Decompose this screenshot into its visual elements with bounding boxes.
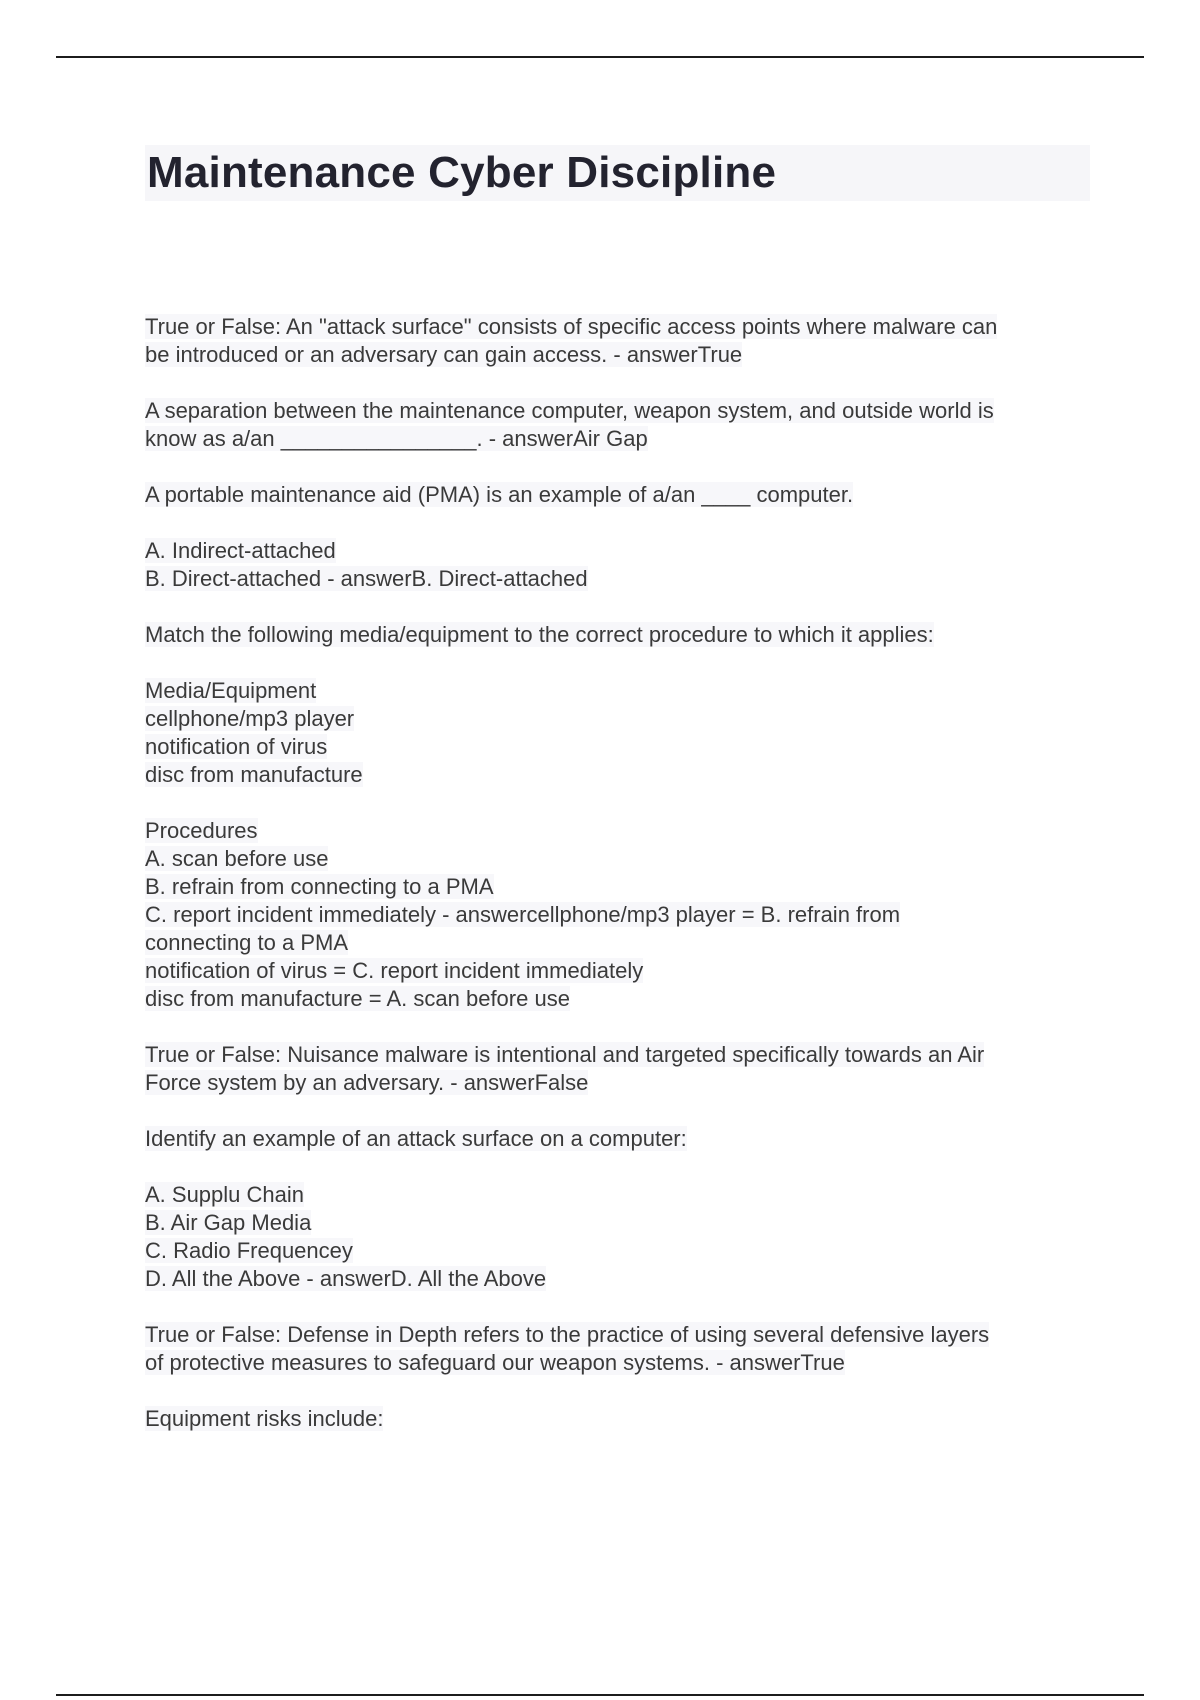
paragraph [145, 537, 1090, 593]
bottom-rule [56, 1694, 1144, 1696]
text-line [145, 1069, 1090, 1097]
text-line [145, 705, 1090, 733]
text-line-content: Match the following media/equipment to the correct procedure to which it applies: [145, 622, 934, 647]
text-line [145, 1405, 1090, 1433]
text-line-content: A separation between the maintenance computer, weapon system, and outside world is [145, 398, 994, 423]
text-line [145, 761, 1090, 789]
text-line-content: Identify an example of an attack surface on a computer: [145, 1126, 687, 1151]
text-line [145, 929, 1090, 957]
text-line [145, 1041, 1090, 1069]
text-line-content: B. refrain from connecting to a PMA [145, 874, 494, 899]
text-line-content: A. Indirect-attached [145, 538, 336, 563]
paragraph [145, 1041, 1090, 1097]
paragraph [145, 1125, 1090, 1153]
text-line-content: A portable maintenance aid (PMA) is an example of a/an ____ computer. [145, 482, 854, 507]
top-rule [56, 56, 1144, 58]
text-line [145, 1125, 1090, 1153]
text-line [145, 1237, 1090, 1265]
text-line-content: of protective measures to safeguard our weapon systems. - answerTrue [145, 1350, 845, 1375]
page-content [145, 145, 1090, 1461]
text-line-content: Equipment risks include: [145, 1406, 384, 1431]
text-line [145, 1181, 1090, 1209]
document-title: Maintenance Cyber Discipline [145, 145, 1090, 201]
text-line-content: A. Supplu Chain [145, 1182, 304, 1207]
text-line [145, 985, 1090, 1013]
text-line [145, 341, 1090, 369]
text-line-content: Media/Equipment [145, 678, 317, 703]
text-line-content: True or False: Defense in Depth refers to the practice of using several defensive layers [145, 1322, 990, 1347]
text-line [145, 621, 1090, 649]
text-line-content: notification of virus = C. report incident immediately [145, 958, 644, 983]
text-line [145, 1349, 1090, 1377]
text-line-content: Force system by an adversary. - answerFalse [145, 1070, 589, 1095]
document-body [145, 313, 1090, 1433]
text-line [145, 565, 1090, 593]
text-line [145, 873, 1090, 901]
text-line [145, 957, 1090, 985]
text-line [145, 1209, 1090, 1237]
text-line [145, 901, 1090, 929]
paragraph [145, 1405, 1090, 1433]
text-line-content: True or False: Nuisance malware is intentional and targeted specifically towards an Air [145, 1042, 985, 1067]
text-line-content: B. Air Gap Media [145, 1210, 312, 1235]
paragraph [145, 1321, 1090, 1377]
text-line [145, 677, 1090, 705]
text-line-content: disc from manufacture = A. scan before use [145, 986, 570, 1011]
text-line [145, 397, 1090, 425]
text-line-content: notification of virus [145, 734, 328, 759]
text-line [145, 425, 1090, 453]
paragraph [145, 677, 1090, 789]
text-line-content: know as a/an ________________. - answerAir Gap [145, 426, 648, 451]
text-line-content: disc from manufacture [145, 762, 363, 787]
paragraph [145, 397, 1090, 453]
text-line-content: True or False: An "attack surface" consists of specific access points where malware can [145, 314, 998, 339]
paragraph [145, 1181, 1090, 1293]
text-line [145, 845, 1090, 873]
paragraph [145, 481, 1090, 509]
text-line-content: D. All the Above - answerD. All the Above [145, 1266, 547, 1291]
text-line [145, 733, 1090, 761]
text-line [145, 1321, 1090, 1349]
text-line-content: C. report incident immediately - answercellphone/mp3 player = B. refrain from [145, 902, 901, 927]
text-line [145, 537, 1090, 565]
text-line-content: C. Radio Frequencey [145, 1238, 353, 1263]
text-line [145, 1265, 1090, 1293]
paragraph [145, 817, 1090, 1013]
text-line-content: be introduced or an adversary can gain access. - answerTrue [145, 342, 743, 367]
text-line-content: A. scan before use [145, 846, 329, 871]
text-line-content: B. Direct-attached - answerB. Direct-attached [145, 566, 588, 591]
paragraph [145, 313, 1090, 369]
text-line [145, 313, 1090, 341]
text-line [145, 481, 1090, 509]
text-line [145, 817, 1090, 845]
paragraph [145, 621, 1090, 649]
text-line-content: connecting to a PMA [145, 930, 349, 955]
text-line-content: Procedures [145, 818, 258, 843]
text-line-content: cellphone/mp3 player [145, 706, 355, 731]
